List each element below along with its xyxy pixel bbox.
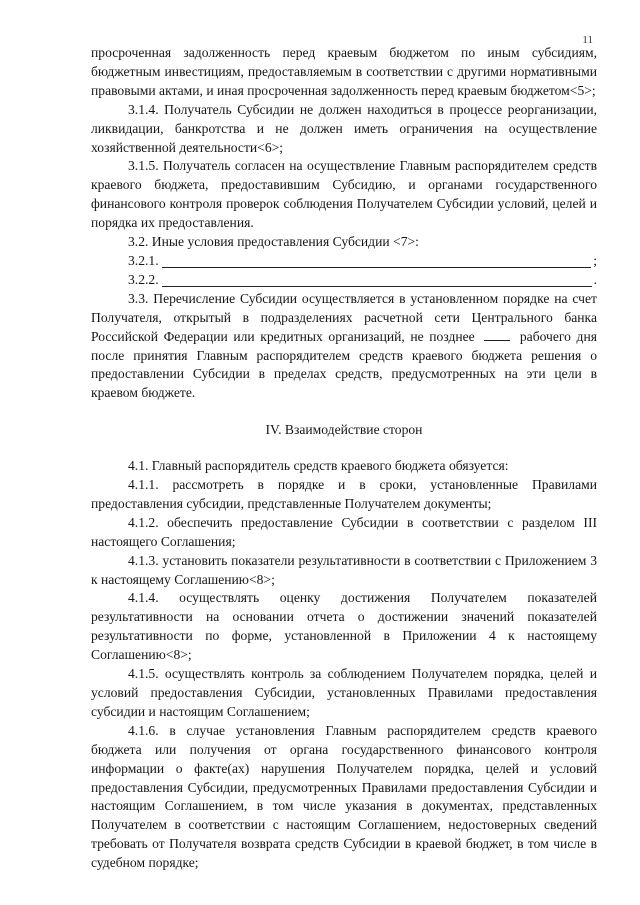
fill-in-line bbox=[162, 272, 592, 287]
paragraph-4-1-1: 4.1.1. рассмотреть в порядке и в сроки, установленные Правилами предоставления субсидии, представленные Получателем документы; bbox=[91, 477, 597, 511]
paragraph-continued: просроченная задолженность перед краевым бюджетом по иным субсидиям, бюджетным инвестициям, предоставляемым в соответствии с другими нормативными правовыми актами, и иная просроченная задолженность перед краевым бюджетом<5>; bbox=[91, 45, 597, 98]
document-body bbox=[91, 44, 597, 873]
item-end-3-2-1: ; bbox=[593, 252, 597, 268]
page-number: 11 bbox=[582, 34, 593, 46]
paragraph-3-1-5: 3.1.5. Получатель согласен на осуществление Главным распорядителем средств краевого бюджета, предоставившим Субсидию, и органами государственного финансового контроля проверок соблюдения Получателем Субсидии условий, целей и порядка их предоставления. bbox=[91, 158, 597, 231]
paragraph-3-2: 3.2. Иные условия предоставления Субсидии <7>: bbox=[128, 234, 419, 250]
paragraph-3-3 bbox=[91, 290, 597, 403]
paragraph-4-1: 4.1. Главный распорядитель средств краевого бюджета обязуется: bbox=[128, 458, 509, 474]
days-blank-line bbox=[484, 328, 510, 341]
paragraph-3-3-end: рабочего дня после принятия Главным распорядителем средств краевого бюджета решения о предоставлении Субсидии в пределах средств, предусмотренных на эти цели в краевом бюджете. bbox=[91, 328, 597, 401]
paragraph-4-1-6: 4.1.6. в случае установления Главным распорядителем средств краевого бюджета или получения от органа государственного финансового контроля информации о факте(ах) нарушения Получателем порядка, целей и условий предоставления Субсидии, предусмотренных Правилами предоставления Субсидии и настоящим Соглашением, в том числе указания в документах, представленных Получателем в соответствии с настоящим Соглашением, недостоверных сведений требовать от Получателя возврата средств Субсидии в краевой бюджет, в том числе в судебном порядке; bbox=[91, 722, 597, 871]
paragraph-3-2-1 bbox=[91, 252, 597, 271]
paragraph-4-1-2: 4.1.2. обеспечить предоставление Субсидии в соответствии с разделом III настоящего Соглашения; bbox=[91, 514, 597, 549]
fill-in-line bbox=[162, 253, 592, 268]
item-end-3-2-2: . bbox=[593, 271, 597, 287]
section-heading: IV. Взаимодействие сторон bbox=[265, 422, 423, 438]
paragraph-4-1-4: 4.1.4. осуществлять оценку достижения Получателем показателей результативности на основании отчета о достижении значений показателей результативности по форме, установленной в Приложении 4 к настоящему Соглашению<8>; bbox=[91, 590, 597, 663]
paragraph-3-1-4: 3.1.4. Получатель Субсидии не должен находиться в процессе реорганизации, ликвидации, банкротства и не должен иметь ограничения на осуществление хозяйственной деятельности<6>; bbox=[91, 101, 597, 155]
paragraph-3-2-2 bbox=[91, 271, 597, 290]
item-label-3-2-1: 3.2.1. bbox=[128, 252, 159, 268]
item-label-3-2-2: 3.2.2. bbox=[128, 271, 159, 287]
paragraph-4-1-3: 4.1.3. установить показатели результативности в соответствии с Приложением 3 к настоящему Соглашению<8>; bbox=[91, 552, 597, 587]
paragraph-3-3-start: 3.3. Перечисление Субсидии осуществляется в установленном порядке на счет Получателя, открытый в подразделениях расчетной сети Центрального банка Российской Федерации или кредитных организаций, не позднее bbox=[91, 290, 597, 344]
paragraph-4-1-5: 4.1.5. осуществлять контроль за соблюдением Получателем порядка, целей и условий предоставления Субсидии, установленных Правилами предоставления субсидии и настоящим Соглашением; bbox=[91, 666, 597, 719]
